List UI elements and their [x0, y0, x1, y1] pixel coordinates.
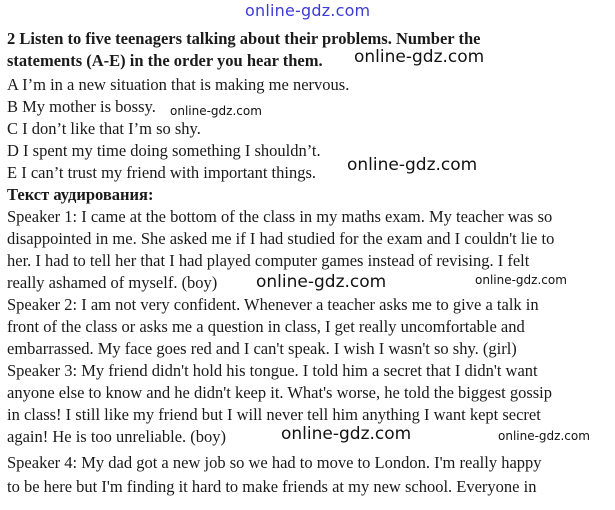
task-heading-line-2: statements (A-E) in the order you hear them. [7, 51, 323, 70]
transcript-line: front of the class or asks me a question in class, I get really uncomfortable and [7, 317, 525, 336]
transcript-line: to be here but I'm finding it hard to make friends at my new school. Everyone in [7, 477, 537, 496]
watermark: online-gdz.com [354, 47, 485, 67]
transcript-line: anyone else to know and he didn't keep it. What's worse, he told the biggest gossip [7, 383, 552, 402]
transcript-line: embarrassed. My face goes red and I can't speak. I wish I wasn't so shy. (girl) [7, 339, 517, 358]
watermark: online-gdz.com [498, 429, 590, 443]
transcript-line: Speaker 4: My dad got a new job so we had to move to London. I'm really happy [7, 453, 542, 472]
transcript-heading: Текст аудирования: [7, 185, 154, 204]
watermark: online-gdz.com [256, 272, 387, 292]
transcript-line: disappointed in me. She asked me if I had studied for the exam and I couldn't lie to [7, 229, 555, 248]
transcript-line: Speaker 1: I came at the bottom of the class in my maths exam. My teacher was so [7, 207, 553, 226]
watermark: online-gdz.com [170, 104, 262, 118]
transcript-line: her. I had to tell her that I had played computer games instead of revising. I felt [7, 251, 530, 270]
watermark: online-gdz.com [475, 273, 567, 287]
statement-d: D I spent my time doing something I shouldn’t. [7, 141, 321, 160]
watermark: online-gdz.com [347, 155, 478, 175]
transcript-line: again! He is too unreliable. (boy) [7, 427, 227, 446]
statement-a: A I’m in a new situation that is making me nervous. [7, 75, 350, 94]
watermark-top: online-gdz.com [245, 1, 371, 20]
statement-b: B My mother is bossy. [7, 97, 156, 116]
task-heading-line-1: 2 Listen to five teenagers talking about their problems. Number the [7, 29, 481, 48]
transcript-line: really ashamed of myself. (boy) [7, 273, 218, 292]
statement-e: E I can’t trust my friend with important things. [7, 163, 317, 182]
transcript-line: Speaker 3: My friend didn't hold his tongue. I told him a secret that I didn't want [7, 361, 538, 380]
transcript-line: in class! I still like my friend but I will never tell him anything I want kept secret [7, 405, 541, 424]
transcript-line: Speaker 2: I am not very confident. Whenever a teacher asks me to give a talk in [7, 295, 539, 314]
watermark: online-gdz.com [281, 424, 412, 444]
statement-c: C I don’t like that I’m so shy. [7, 119, 201, 138]
